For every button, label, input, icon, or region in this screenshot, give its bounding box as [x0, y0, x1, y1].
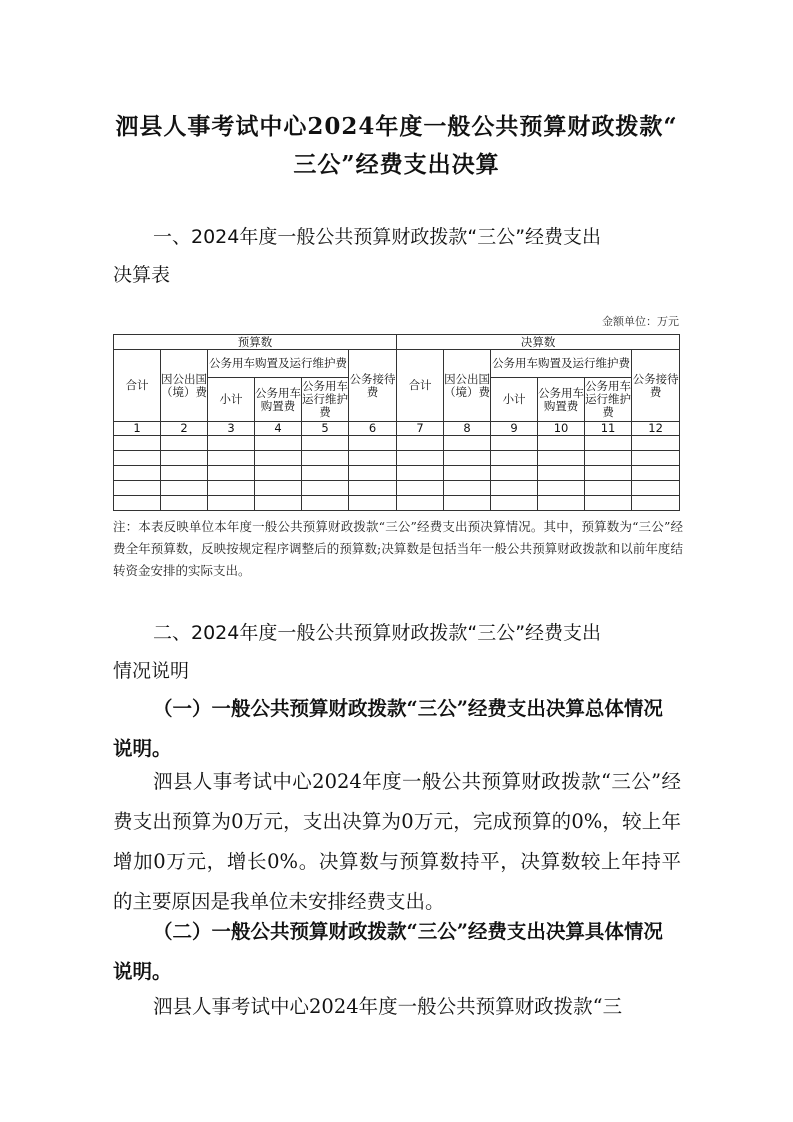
column-number: 5 — [302, 422, 349, 436]
table-cell — [444, 466, 491, 481]
table-cell — [208, 451, 255, 466]
table-cell — [491, 436, 538, 451]
table-cell — [632, 496, 680, 511]
table-cell — [444, 481, 491, 496]
column-number: 6 — [349, 422, 397, 436]
paragraph-2: 泗县人事考试中心2024年度一般公共预算财政拨款“三 — [153, 995, 623, 1018]
table-cell — [302, 451, 349, 466]
section-2-line-2: 情况说明 — [113, 660, 190, 682]
table-cell — [255, 466, 302, 481]
table-cell — [444, 451, 491, 466]
table-note: 注：本表反映单位本年度一般公共预算财政拨款“三公”经费支出预决算情况。其中，预算数为“三公”经费全年预算数，反映按规定程序调整后的预算数;决算数是包括当年一般公共预算财政拨款和以前年度结转资金安排的实际支出。 — [113, 519, 683, 578]
table-cell — [491, 466, 538, 481]
table-cell — [397, 451, 444, 466]
section-1-line-2: 决算表 — [113, 264, 171, 286]
section-1-line-1: 一、2024年度一般公共预算财政拨款“三公”经费支出 — [153, 226, 602, 248]
table-cell — [114, 481, 161, 496]
three-public-expense-table — [113, 334, 680, 511]
table-row — [114, 466, 680, 481]
table-cell — [255, 436, 302, 451]
table-cell — [585, 466, 632, 481]
table-cell — [491, 481, 538, 496]
table-cell — [255, 451, 302, 466]
header-budget-abroad: 因公出国（境）费 — [161, 350, 208, 422]
table-cell — [161, 436, 208, 451]
table-cell — [208, 481, 255, 496]
table-cell — [397, 481, 444, 496]
column-number: 10 — [538, 422, 585, 436]
table-cell — [114, 436, 161, 451]
table-cell — [538, 496, 585, 511]
header-budget-reception: 公务接待费 — [349, 350, 397, 422]
table-cell — [585, 451, 632, 466]
paragraph-1: 泗县人事考试中心2024年度一般公共预算财政拨款“三公”经费支出预算为0万元，支出决算为0万元，完成预算的0%，较上年增加0万元，增长0%。决算数与预算数持平，决算数较上年持平的主要原因是我单位未安排经费支出。 — [113, 770, 681, 913]
header-budget-group: 预算数 — [114, 335, 397, 350]
column-number: 1 — [114, 422, 161, 436]
table-cell — [302, 481, 349, 496]
section-1-heading — [113, 218, 681, 294]
header-budget-operation: 公务用车运行维护费 — [302, 378, 349, 422]
column-number: 8 — [444, 422, 491, 436]
column-number: 2 — [161, 422, 208, 436]
column-number: 11 — [585, 422, 632, 436]
table-row — [114, 496, 680, 511]
table-cell — [161, 496, 208, 511]
table-cell — [161, 466, 208, 481]
header-final-purchase: 公务用车购置费 — [538, 378, 585, 422]
header-budget-total: 合计 — [114, 350, 161, 422]
section-2-heading — [113, 614, 681, 690]
title-line-2: 三公”经费支出决算 — [293, 151, 500, 178]
table-cell — [585, 496, 632, 511]
header-final-vehicle-group: 公务用车购置及运行维护费 — [491, 350, 632, 378]
header-final-abroad: 因公出国（境）费 — [444, 350, 491, 422]
table-cell — [632, 436, 680, 451]
table-cell — [255, 496, 302, 511]
table-cell — [538, 466, 585, 481]
header-budget-vehicle-group: 公务用车购置及运行维护费 — [208, 350, 349, 378]
header-budget-subtotal: 小计 — [208, 378, 255, 422]
table-cell — [208, 436, 255, 451]
table-cell — [302, 436, 349, 451]
header-final-operation: 公务用车运行维护费 — [585, 378, 632, 422]
column-number: 7 — [397, 422, 444, 436]
column-number: 3 — [208, 422, 255, 436]
table-cell — [114, 496, 161, 511]
table-cell — [208, 466, 255, 481]
header-final-total: 合计 — [397, 350, 444, 422]
table-column-number-row — [114, 422, 680, 436]
header-budget-purchase: 公务用车购置费 — [255, 378, 302, 422]
subsection-1-heading: （一）一般公共预算财政拨款“三公”经费支出决算总体情况说明。 — [113, 697, 663, 760]
header-final-subtotal: 小计 — [491, 378, 538, 422]
header-final-reception: 公务接待费 — [632, 350, 680, 422]
table-row — [114, 481, 680, 496]
section-2-line-1: 二、2024年度一般公共预算财政拨款“三公”经费支出 — [153, 622, 602, 644]
subsection-2-heading: （二）一般公共预算财政拨款“三公”经费支出决算具体情况说明。 — [113, 920, 663, 983]
table-cell — [161, 451, 208, 466]
table-cell — [632, 466, 680, 481]
table-cell — [632, 481, 680, 496]
table-cell — [161, 481, 208, 496]
header-final-group: 决算数 — [397, 335, 680, 350]
document-title — [100, 108, 693, 184]
table-cell — [302, 466, 349, 481]
column-number: 4 — [255, 422, 302, 436]
table-cell — [538, 436, 585, 451]
table-header-row-2 — [114, 350, 680, 378]
column-number: 12 — [632, 422, 680, 436]
table-cell — [491, 451, 538, 466]
table-cell — [538, 481, 585, 496]
table-cell — [114, 451, 161, 466]
table-cell — [255, 481, 302, 496]
table-cell — [349, 466, 397, 481]
table-cell — [349, 436, 397, 451]
table-cell — [349, 481, 397, 496]
table-cell — [491, 496, 538, 511]
table-cell — [114, 466, 161, 481]
table-cell — [538, 451, 585, 466]
table-row — [114, 451, 680, 466]
title-line-1: 泗县人事考试中心2024年度一般公共预算财政拨款“ — [115, 113, 678, 140]
table-cell — [208, 496, 255, 511]
table-cell — [397, 436, 444, 451]
table-cell — [397, 466, 444, 481]
table-cell — [632, 451, 680, 466]
unit-label: 金额单位：万元 — [602, 315, 679, 328]
table-cell — [397, 496, 444, 511]
table-cell — [444, 436, 491, 451]
table-cell — [302, 496, 349, 511]
table-row — [114, 436, 680, 451]
table-cell — [444, 496, 491, 511]
table-cell — [349, 451, 397, 466]
table-cell — [349, 496, 397, 511]
table-header-row-1 — [114, 335, 680, 350]
table-cell — [585, 436, 632, 451]
table-cell — [585, 481, 632, 496]
column-number: 9 — [491, 422, 538, 436]
